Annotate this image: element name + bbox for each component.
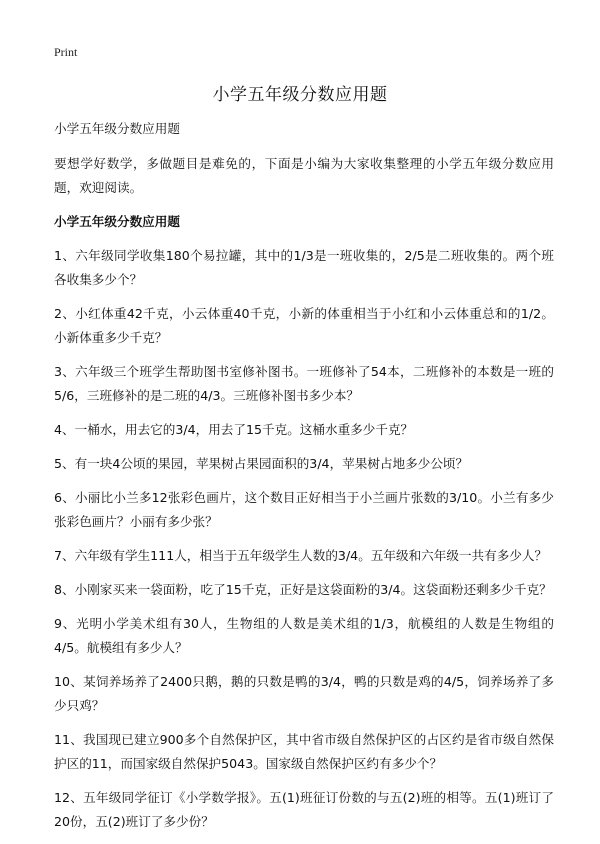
question-item: 3、六年级三个班学生帮助图书室修补图书。一班修补了54本，二班修补的本数是一班的5/6，三班修补的是二班的4/3。三班修补图书多少本？ bbox=[54, 364, 554, 403]
article-body bbox=[54, 117, 554, 844]
print-link[interactable]: Print bbox=[54, 45, 78, 59]
question-item: 7、六年级有学生111人，相当于五年级学生人数的3/4。五年级和六年级一共有多少人？ bbox=[54, 548, 548, 563]
question-item: 4、一桶水，用去它的3/4，用去了15千克。这桶水重多少千克？ bbox=[54, 422, 414, 437]
article-intro: 要想学好数学，多做题目是难免的，下面是小编为大家收集整理的小学五年级分数应用题，欢迎阅读。 bbox=[54, 156, 554, 195]
section-heading: 小学五年级分数应用题 bbox=[54, 214, 180, 229]
question-item: 2、小红体重42千克，小云体重40千克，小新的体重相当于小红和小云体重总和的1/2。小新体重多少千克？ bbox=[54, 306, 554, 345]
question-item: 1、六年级同学收集180个易拉罐，其中的1/3是一班收集的，2/5是二班收集的。两个班各收集多少个？ bbox=[54, 248, 554, 287]
article-subheading: 小学五年级分数应用题 bbox=[54, 121, 180, 136]
question-item: 12、五年级同学征订《小学数学报》。五(1)班征订份数的与五(2)班的相等。五(1)班订了20份，五(2)班订了多少份？ bbox=[54, 790, 554, 829]
question-item: 10、某饲养场养了2400只鹅，鹅的只数是鸭的3/4，鸭的只数是鸡的4/5，饲养场养了多少只鸡？ bbox=[54, 674, 554, 713]
question-item: 11、我国现已建立900多个自然保护区，其中省市级自然保护区的占区约是省市级自然保护区的11，而国家级自然保护5043。国家级自然保护区约有多少个？ bbox=[54, 732, 554, 771]
page-title: 小学五年级分数应用题 bbox=[212, 85, 388, 105]
question-item: 9、光明小学美术组有30人，生物组的人数是美术组的1/3，航模组的人数是生物组的4/5。航模组有多少人？ bbox=[54, 616, 554, 655]
question-item: 8、小刚家买来一袋面粉，吃了15千克，正好是这袋面粉的3/4。这袋面粉还剩多少千克？ bbox=[54, 582, 552, 597]
question-item: 5、有一块4公顷的果园，苹果树占果园面积的3/4，苹果树占地多少公顷？ bbox=[54, 456, 469, 471]
question-item: 6、小丽比小兰多12张彩色画片，这个数目正好相当于小兰画片张数的3/10。小兰有多少张彩色画片？小丽有多少张？ bbox=[54, 490, 554, 529]
